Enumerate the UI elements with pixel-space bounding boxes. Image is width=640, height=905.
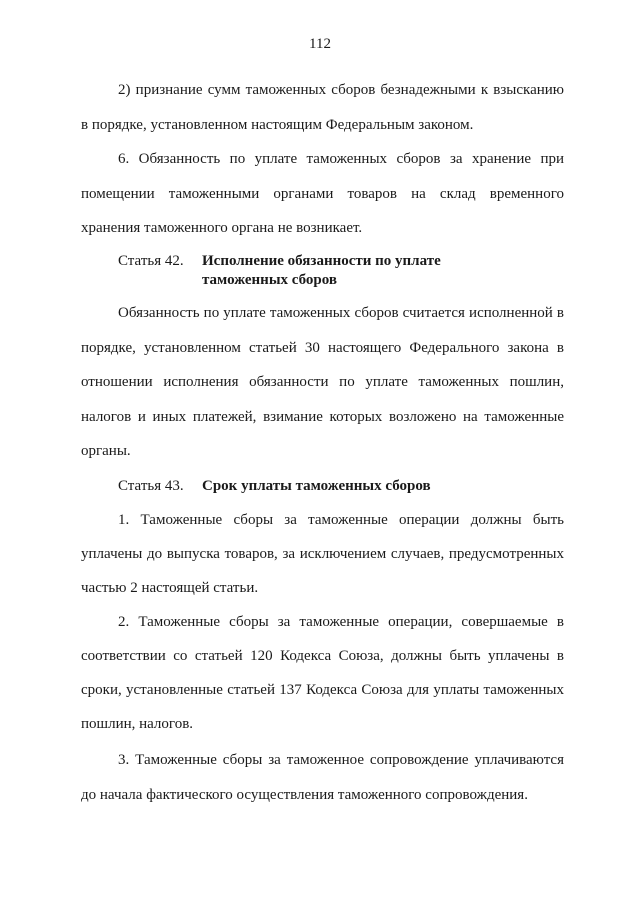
paragraph-item-2: 2) признание сумм таможенных сборов безнадежными к взысканию в порядке, установленном настоящим Федеральным законом. <box>81 82 564 133</box>
article-43-heading <box>118 477 502 496</box>
article-43-part-2: 2. Таможенные сборы за таможенные операции, совершаемые в соответствии со статьей 120 Кодекса Союза, должны быть уплачены в сроки, установленные статьей 137 Кодекса Союза для уплаты таможенных пошлин, налогов. <box>81 614 564 732</box>
article-43-label: Статья 43. <box>118 478 184 494</box>
article-42-label: Статья 42. <box>118 253 184 269</box>
article-42-heading <box>118 252 462 290</box>
page-number: 112 <box>309 36 331 52</box>
article-43-title: Срок уплаты таможенных сборов <box>202 478 431 494</box>
article-42-title: Исполнение обязанности по уплате таможенных сборов <box>202 253 441 288</box>
article-42-body: Обязанность по уплате таможенных сборов считается исполненной в порядке, установленном статьей 30 настоящего Федерального закона в отношении исполнения обязанности по уплате таможенных пошлин, налогов и иных платежей, взимание которых возложено на таможенные органы. <box>81 305 564 459</box>
article-43-part-1: 1. Таможенные сборы за таможенные операции должны быть уплачены до выпуска товаров, за исключением случаев, предусмотренных частью 2 настоящей статьи. <box>81 512 564 596</box>
article-43-part-3: 3. Таможенные сборы за таможенное сопровождение уплачиваются до начала фактического осуществления таможенного сопровождения. <box>81 752 564 803</box>
paragraph-item-6: 6. Обязанность по уплате таможенных сборов за хранение при помещении таможенными органами товаров на склад временного хранения таможенного органа не возникает. <box>81 151 564 236</box>
